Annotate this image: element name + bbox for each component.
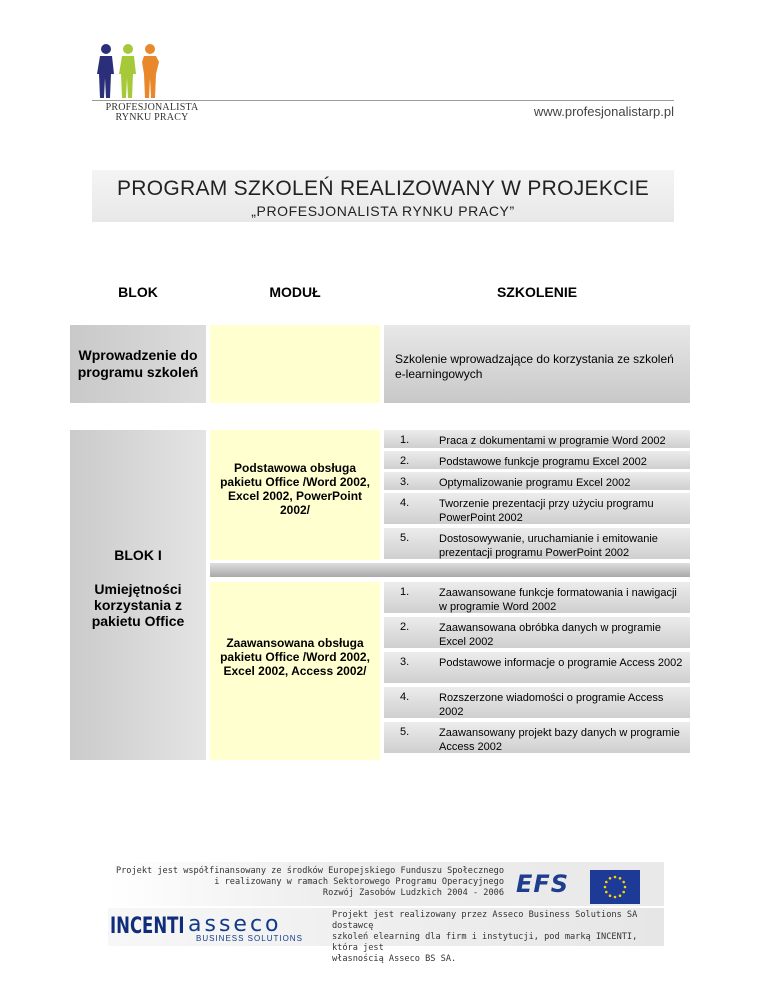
eu-flag-icon: [590, 870, 640, 904]
row-text: Zaawansowany projekt bazy danych w programie Access 2002: [439, 727, 680, 753]
row-text: Zaawansowana obróbka danych w programie Excel 2002: [439, 622, 661, 648]
footer-line: Projekt jest współfinansowany ze środków Europejskiego Funduszu Społecznego: [115, 866, 504, 876]
page-title: PROGRAM SZKOLEŃ REALIZOWANY W PROJEKCIE: [116, 177, 650, 200]
row-number: 1.: [400, 586, 410, 598]
logo-text: [92, 103, 212, 123]
logo-line-1: PROFESJONALISTA: [105, 102, 199, 113]
training-row: [384, 687, 690, 718]
row-number: 4.: [400, 691, 410, 703]
row-text: Podstawowe informacje o programie Access 2002: [439, 657, 683, 669]
efs-logo: EFS: [516, 870, 570, 898]
training-row: [384, 451, 690, 469]
training-row: [384, 493, 690, 524]
training-row: [384, 430, 690, 448]
website-link[interactable]: www.profesjonalistarp.pl: [533, 104, 674, 119]
footer-line: szkoleń elearning dla firm i instytucji, pod marką INCENTI, która jest: [332, 932, 638, 953]
row-number: 2.: [400, 455, 410, 467]
asseco-logo: asseco: [188, 912, 282, 937]
row-number: 5.: [400, 532, 410, 544]
footer-funding-text: [108, 866, 504, 899]
row-number: 2.: [400, 621, 410, 633]
blok1-subtitle: Umiejętności korzystania z pakietu Office: [91, 581, 185, 629]
training-row: [384, 528, 690, 559]
module-separator: [210, 563, 690, 577]
intro-szkolenie-text: Szkolenie wprowadzające do korzystania ze szkoleń e-learningowych: [395, 352, 674, 381]
row-number: 4.: [400, 497, 410, 509]
intro-blok-cell: [70, 325, 206, 403]
module2-name: Zaawansowana obsługa pakietu Office /Word 2002, Excel 2002, Access 2002/: [220, 636, 370, 678]
row-text: Praca z dokumentami w programie Word 2002: [439, 435, 666, 447]
logo-figures-icon: [92, 42, 172, 100]
footer-line: Rozwój Zasobów Ludzkich 2004 - 2006: [322, 888, 504, 898]
row-text: Podstawowe funkcje programu Excel 2002: [439, 456, 647, 468]
row-text: Dostosowywanie, uruchamianie i emitowanie prezentacji programu PowerPoint 2002: [439, 533, 658, 559]
row-text: Rozszerzone wiadomości o programie Access 2002: [439, 692, 664, 718]
training-row: [384, 617, 690, 648]
row-number: 5.: [400, 726, 410, 738]
footer-line: i realizowany w ramach Sektorowego Programu Operacyjnego: [214, 877, 504, 887]
intro-modul-cell: [210, 325, 380, 403]
row-text: Tworzenie prezentacji przy użyciu programu PowerPoint 2002: [439, 498, 654, 524]
row-number: 3.: [400, 656, 410, 668]
blok1-title: BLOK I: [114, 547, 162, 563]
column-header-modul: MODUŁ: [269, 284, 321, 300]
incenti-logo: INCENTI: [110, 914, 185, 939]
training-row: [384, 582, 690, 613]
row-text: Zaawansowane funkcje formatowania i nawigacji w programie Word 2002: [439, 587, 677, 613]
column-header-blok: BLOK: [118, 284, 158, 300]
training-row: [384, 472, 690, 490]
logo-line-2: RYNKU PRACY: [115, 112, 189, 123]
header-divider: [92, 100, 674, 101]
training-row: [384, 722, 690, 753]
footer-line: Projekt jest realizowany przez Asseco Business Solutions SA dostawcę: [332, 910, 638, 931]
training-row: [384, 652, 690, 683]
module1-name: Podstawowa obsługa pakietu Office /Word 2002, Excel 2002, PowerPoint 2002/: [220, 461, 370, 517]
asseco-logo-subtitle: BUSINESS SOLUTIONS: [196, 934, 303, 943]
row-number: 1.: [400, 434, 410, 446]
column-header-szkolenie: SZKOLENIE: [496, 284, 578, 300]
footer-line: własnością Asseco BS SA.: [332, 954, 457, 964]
page-subtitle: „PROFESJONALISTA RYNKU PRACY”: [251, 203, 515, 219]
row-number: 3.: [400, 476, 410, 488]
footer-provider-text: [332, 910, 662, 965]
row-text: Optymalizowanie programu Excel 2002: [439, 477, 631, 489]
intro-blok-label: Wprowadzenie do programu szkoleń: [77, 347, 199, 380]
